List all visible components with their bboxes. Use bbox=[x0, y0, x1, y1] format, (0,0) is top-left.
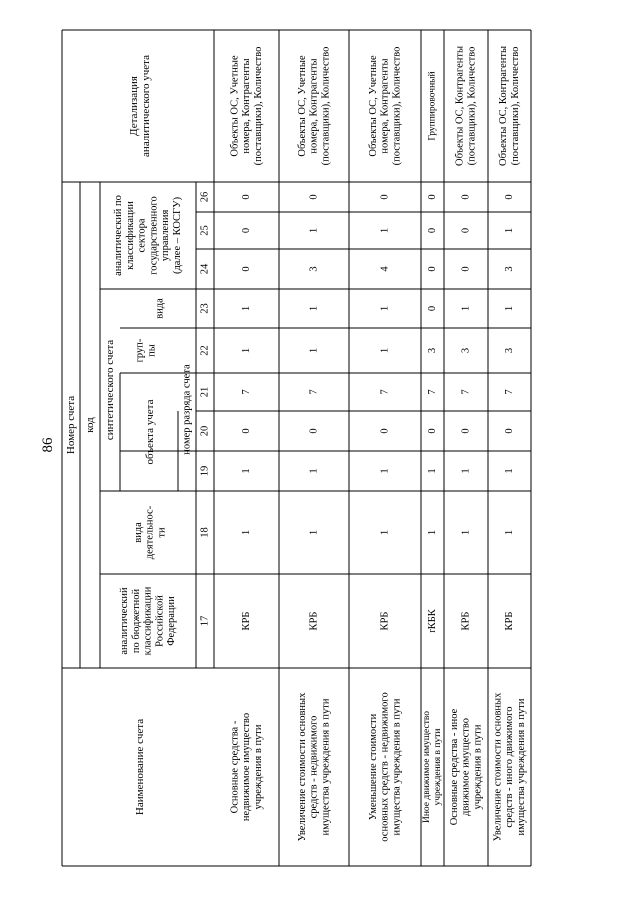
row-name bbox=[492, 692, 527, 841]
header-digit-line: 25 bbox=[199, 225, 211, 236]
header-detail-line: Детализация bbox=[127, 76, 140, 136]
row-value bbox=[241, 530, 252, 535]
row-value-line: 7 bbox=[379, 389, 391, 395]
header-group-line: пы bbox=[146, 344, 158, 357]
row-value-line: 1 bbox=[504, 227, 515, 234]
row-name-line: Увеличение стоимости основных bbox=[492, 692, 504, 842]
row-name bbox=[229, 713, 264, 821]
row-value-line: 7 bbox=[504, 389, 515, 395]
row-name-line: Иное движимое имущество bbox=[422, 710, 433, 824]
header-name bbox=[134, 719, 146, 815]
header-kosgu-line: государственного bbox=[148, 196, 160, 275]
header-detail bbox=[128, 55, 152, 157]
row-value bbox=[427, 608, 438, 633]
row-detail bbox=[229, 47, 264, 166]
row-name-line: учреждения в пути bbox=[432, 728, 443, 806]
row-value-line: 0 bbox=[379, 194, 391, 200]
header-account-number-line: Номер счета bbox=[65, 395, 77, 455]
row-value bbox=[241, 228, 252, 233]
row-name-line: Основные средства - иное bbox=[448, 708, 460, 826]
row-value-line: 0 bbox=[460, 428, 472, 434]
header-activity-line: ти bbox=[156, 527, 168, 538]
row-value-line: 1 bbox=[504, 468, 515, 474]
row-value bbox=[380, 468, 391, 473]
row-value-line: 3 bbox=[504, 347, 515, 354]
row-name-line: средств - недвижимого bbox=[308, 715, 320, 819]
row-value bbox=[427, 266, 438, 271]
row-detail bbox=[498, 46, 521, 166]
header-object bbox=[144, 399, 156, 464]
row-value-line: 1 bbox=[460, 305, 472, 312]
header-digit bbox=[200, 303, 211, 314]
row-value-line: 3 bbox=[504, 266, 515, 272]
header-digit bbox=[200, 225, 211, 236]
row-name-line: учреждения в пути bbox=[472, 724, 484, 810]
row-value bbox=[380, 348, 391, 353]
row-value bbox=[504, 194, 515, 199]
row-value-line: КРБ bbox=[308, 611, 320, 631]
row-value bbox=[380, 530, 391, 535]
row-value-line: КРБ bbox=[241, 611, 252, 631]
row-value-line: rКБК bbox=[427, 609, 438, 633]
header-analytical-bk-line: по бюджетной bbox=[130, 588, 142, 654]
row-value-line: 7 bbox=[427, 389, 438, 395]
header-analytical-bk bbox=[119, 586, 177, 655]
row-value bbox=[380, 389, 391, 394]
row-detail-line: Объекты ОС, Контрагенты bbox=[454, 45, 466, 167]
row-value bbox=[504, 530, 515, 535]
row-name-line: недвижимое имущество bbox=[241, 712, 252, 822]
header-account-number bbox=[65, 396, 77, 454]
header-digit bbox=[200, 387, 211, 398]
row-value-line: 1 bbox=[504, 529, 515, 536]
row-detail-line: номера, Контрагенты bbox=[241, 58, 252, 154]
row-value-line: 1 bbox=[379, 305, 391, 312]
row-value bbox=[241, 468, 252, 473]
page-number: 86 bbox=[40, 437, 56, 453]
row-value bbox=[461, 348, 472, 353]
row-value-line: 0 bbox=[308, 194, 320, 200]
row-value bbox=[380, 228, 391, 233]
row-detail-line: Группировочный bbox=[427, 71, 438, 141]
header-kind-line: вида bbox=[154, 298, 166, 319]
row-value-line: 0 bbox=[241, 194, 252, 200]
header-kind bbox=[155, 298, 166, 319]
row-detail-line: Объекты ОС, Учетные bbox=[367, 55, 379, 157]
row-value-line: КРБ bbox=[460, 611, 472, 631]
header-digit bbox=[200, 616, 211, 627]
row-value bbox=[461, 530, 472, 535]
header-activity bbox=[133, 505, 168, 559]
row-value-line: 1 bbox=[308, 529, 320, 536]
row-value bbox=[461, 468, 472, 473]
row-value-line: 1 bbox=[379, 468, 391, 474]
row-value bbox=[309, 389, 320, 394]
header-digit bbox=[200, 263, 211, 274]
header-digit-line: 23 bbox=[199, 303, 211, 314]
row-value-line: 7 bbox=[460, 389, 472, 395]
row-detail bbox=[427, 71, 438, 140]
header-digit-line: 24 bbox=[199, 263, 211, 275]
row-name-line: основных средств - недвижимого bbox=[379, 692, 391, 842]
row-detail bbox=[368, 47, 403, 166]
row-detail-line: (поставщики), Количество bbox=[466, 46, 478, 166]
header-analytical-bk-line: Федерации bbox=[166, 596, 178, 646]
row-name-line: Уменьшение стоимости bbox=[367, 713, 379, 821]
row-detail-line: (поставщики), Количество bbox=[391, 46, 403, 166]
row-value-line: 1 bbox=[427, 529, 438, 536]
header-digit bbox=[200, 426, 211, 437]
row-detail bbox=[297, 47, 332, 166]
row-value-line: 0 bbox=[427, 266, 438, 272]
row-value bbox=[461, 194, 472, 199]
row-value-line: 1 bbox=[427, 468, 438, 474]
row-value bbox=[309, 428, 320, 433]
row-value bbox=[241, 306, 252, 311]
row-value bbox=[380, 194, 391, 199]
header-synthetic bbox=[104, 340, 116, 440]
row-value bbox=[380, 266, 391, 272]
row-detail bbox=[455, 46, 478, 166]
row-value bbox=[504, 468, 515, 473]
row-value bbox=[309, 348, 320, 353]
header-kosgu-line: сектора bbox=[136, 218, 148, 253]
row-value bbox=[380, 428, 391, 433]
row-value bbox=[241, 389, 252, 394]
row-value bbox=[427, 228, 438, 233]
row-value-line: 0 bbox=[460, 266, 472, 272]
header-group-line: груп- bbox=[134, 338, 146, 363]
header-digit bbox=[200, 527, 211, 538]
row-value bbox=[380, 612, 391, 631]
row-value-line: 1 bbox=[308, 305, 320, 312]
row-value-line: КРБ bbox=[379, 611, 391, 631]
row-value-line: 7 bbox=[241, 389, 252, 395]
row-value-line: 1 bbox=[379, 529, 391, 536]
row-detail-line: Объекты ОС, Учетные bbox=[296, 55, 308, 157]
row-value bbox=[461, 228, 472, 233]
header-digit-line: 20 bbox=[199, 425, 211, 437]
row-value-line: 0 bbox=[504, 194, 515, 200]
row-value-line: 0 bbox=[427, 428, 438, 434]
header-object-line: объекта учета bbox=[144, 399, 156, 465]
header-analytical-bk-line: Российской bbox=[154, 595, 166, 647]
header-activity-line: деятельнос- bbox=[144, 505, 156, 560]
row-value-line: 1 bbox=[241, 347, 252, 354]
row-value bbox=[427, 348, 438, 353]
header-analytical-bk-line: аналитический bbox=[118, 587, 130, 655]
header-digit-line: 21 bbox=[199, 386, 211, 398]
row-value bbox=[461, 306, 472, 311]
row-name bbox=[368, 692, 403, 841]
header-kosgu bbox=[113, 195, 183, 276]
row-value-line: 0 bbox=[504, 428, 515, 434]
row-value bbox=[241, 266, 252, 271]
row-value-line: 7 bbox=[308, 389, 320, 395]
row-value bbox=[241, 612, 252, 631]
row-value-line: 1 bbox=[379, 347, 391, 354]
row-value-line: 3 bbox=[427, 347, 438, 354]
header-kosgu-line: управления bbox=[160, 209, 172, 262]
row-detail-line: (поставщики), Количество bbox=[252, 46, 264, 166]
row-value bbox=[504, 389, 515, 394]
row-value bbox=[380, 306, 391, 311]
header-digit bbox=[200, 466, 211, 477]
row-value bbox=[309, 306, 320, 311]
header-kosgu-line: (далее – КОСГУ) bbox=[171, 196, 183, 275]
row-value-line: 0 bbox=[379, 428, 391, 434]
row-detail-line: (поставщики), Количество bbox=[509, 46, 521, 166]
row-value bbox=[427, 194, 438, 199]
row-value-line: 0 bbox=[241, 266, 252, 272]
row-value bbox=[309, 468, 320, 473]
header-name-line: Наименование счета bbox=[134, 718, 146, 816]
row-value-line: 1 bbox=[241, 529, 252, 536]
row-value bbox=[309, 194, 320, 199]
row-detail-line: номера, Контрагенты bbox=[308, 58, 320, 154]
row-value bbox=[309, 228, 320, 233]
row-value-line: 1 bbox=[504, 305, 515, 312]
header-synthetic-line: синтетического счета bbox=[104, 339, 116, 441]
row-value bbox=[309, 266, 320, 271]
row-value-line: 0 bbox=[308, 428, 320, 434]
row-value-line: 3 bbox=[308, 266, 320, 272]
row-value bbox=[427, 389, 438, 394]
row-value bbox=[504, 612, 515, 631]
row-value-line: 0 bbox=[427, 194, 438, 200]
row-detail-line: номера, Контрагенты bbox=[379, 58, 391, 154]
row-value bbox=[461, 389, 472, 394]
row-value-line: 1 bbox=[241, 305, 252, 312]
row-name bbox=[449, 708, 484, 825]
row-value-line: 1 bbox=[460, 468, 472, 474]
row-value bbox=[504, 266, 515, 271]
row-value-line: 1 bbox=[379, 227, 391, 234]
row-value bbox=[427, 530, 438, 535]
header-digit bbox=[200, 345, 211, 356]
row-name-line: учреждения в пути bbox=[252, 724, 264, 810]
row-value-line: 0 bbox=[460, 194, 472, 200]
row-value-line: 1 bbox=[241, 468, 252, 474]
header-detail-line: аналитического учета bbox=[140, 55, 153, 157]
header-kosgu-line: аналитический по bbox=[113, 195, 125, 276]
row-value bbox=[461, 612, 472, 631]
row-value bbox=[427, 428, 438, 433]
row-value-line: 0 bbox=[241, 227, 252, 234]
row-value-line: 1 bbox=[308, 468, 320, 474]
header-digit-line: 22 bbox=[199, 345, 211, 356]
row-value bbox=[309, 612, 320, 631]
header-digit-number bbox=[182, 364, 193, 455]
row-value bbox=[427, 468, 438, 473]
header-code bbox=[84, 417, 96, 433]
header-digit-line: 18 bbox=[199, 527, 211, 538]
header-digit-line: 26 bbox=[199, 191, 211, 203]
row-value bbox=[309, 530, 320, 535]
row-value-line: 0 bbox=[427, 227, 438, 234]
row-value-line: 0 bbox=[460, 227, 472, 234]
header-activity-line: вида bbox=[132, 522, 144, 543]
row-name-line: Основные средства - bbox=[229, 720, 241, 814]
row-value-line: 1 bbox=[308, 347, 320, 354]
header-digit-number-line: номер разряда счета bbox=[181, 364, 193, 455]
row-value-line: 3 bbox=[460, 347, 472, 354]
header-digit-line: 17 bbox=[199, 615, 211, 627]
row-value bbox=[504, 306, 515, 311]
row-value bbox=[504, 228, 515, 233]
row-value-line: 4 bbox=[379, 266, 391, 272]
row-name-line: средств - иного движимого bbox=[504, 706, 515, 828]
row-name-line: имущества учреждения в пути bbox=[515, 698, 527, 836]
row-value bbox=[504, 428, 515, 433]
row-value-line: КРБ bbox=[504, 611, 515, 631]
header-analytical-bk-line: классификации bbox=[142, 586, 154, 656]
row-name-line: Увеличение стоимости основных bbox=[296, 692, 308, 842]
row-value-line: 0 bbox=[427, 305, 438, 312]
row-detail-line: Объекты ОС, Контрагенты bbox=[498, 45, 510, 167]
row-value-line: 1 bbox=[308, 227, 320, 234]
header-code-line: код bbox=[84, 417, 96, 433]
row-name-line: движимое имущество bbox=[460, 717, 472, 817]
row-detail-line: Объекты ОС, Учетные bbox=[229, 55, 241, 157]
row-value-line: 0 bbox=[241, 428, 252, 434]
row-name-line: имущества учреждения в пути bbox=[391, 698, 403, 836]
row-name bbox=[297, 692, 332, 841]
header-digit bbox=[200, 192, 211, 203]
row-name-line: имущества учреждения в пути bbox=[320, 698, 332, 836]
row-value bbox=[241, 428, 252, 433]
row-value bbox=[461, 266, 472, 271]
header-kosgu-line: классификации bbox=[124, 201, 136, 270]
row-value-line: 1 bbox=[460, 529, 472, 536]
header-group bbox=[135, 338, 158, 362]
row-detail-line: (поставщики), Количество bbox=[320, 46, 332, 166]
row-value bbox=[427, 306, 438, 311]
row-value bbox=[504, 348, 515, 353]
row-name bbox=[422, 711, 443, 823]
header-digit-line: 19 bbox=[199, 465, 211, 477]
row-value bbox=[461, 428, 472, 433]
row-value bbox=[241, 348, 252, 353]
row-value bbox=[241, 194, 252, 199]
